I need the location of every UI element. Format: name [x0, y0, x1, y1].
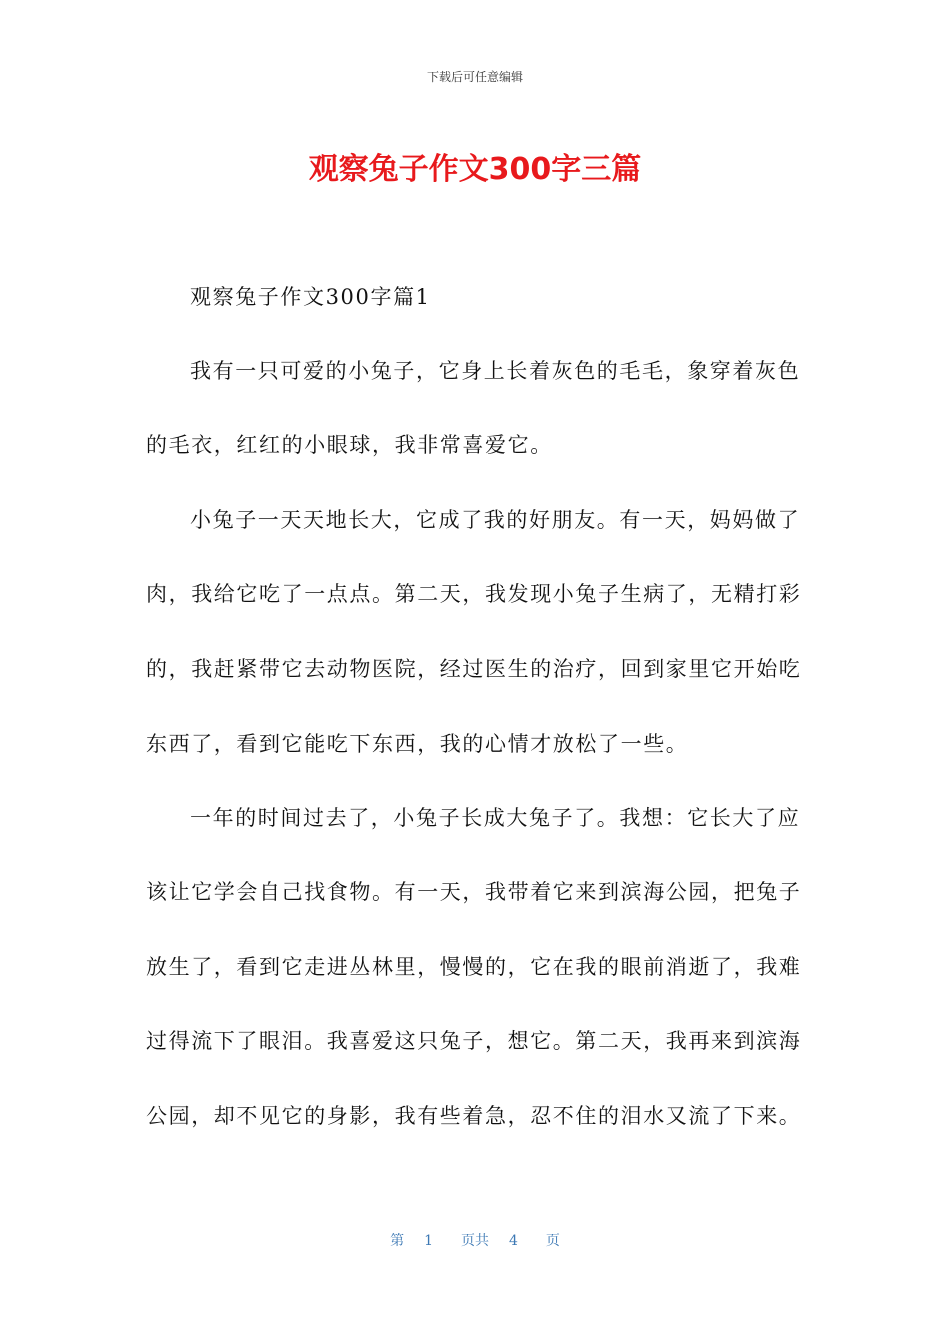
paragraph-line: 放生了，看到它走进丛林里，慢慢的，它在我的眼前消逝了，我难: [146, 955, 802, 979]
paragraph-line: 一年的时间过去了，小兔子长成大兔子了。我想：它长大了应: [190, 806, 801, 830]
paragraph-line: 东西了，看到它能吃下东西，我的心情才放松了一些。: [146, 732, 689, 756]
paragraph-line: 公园，却不见它的身影，我有些着急，忍不住的泪水又流了下来。: [146, 1104, 802, 1128]
footer-page-total: 4: [509, 1233, 518, 1249]
paragraph-line: 过得流下了眼泪。我喜爱这只兔子，想它。第二天，我再来到滨海: [146, 1029, 802, 1053]
paragraph-line: 该让它学会自己找食物。有一天，我带着它来到滨海公园，把兔子: [146, 880, 802, 904]
paragraph-line: 的毛衣，红红的小眼球，我非常喜爱它。: [146, 433, 553, 457]
paragraph-line: 的，我赶紧带它去动物医院，经过医生的治疗，回到家里它开始吃: [146, 657, 802, 681]
footer-page-prefix: 第: [390, 1233, 405, 1249]
header-note: 下载后可任意编辑: [426, 70, 523, 84]
footer-page-suffix: 页: [545, 1233, 560, 1249]
paragraph-line: 肉，我给它吃了一点点。第二天，我发现小兔子生病了，无精打彩: [146, 582, 802, 606]
paragraph-line: 我有一只可爱的小兔子，它身上长着灰色的毛毛，象穿着灰色: [190, 359, 801, 383]
footer-page-middle: 页共: [461, 1233, 489, 1249]
section-heading: 观察兔子作文300字篇1: [190, 285, 431, 309]
page-footer: [0, 1230, 950, 1250]
footer-page-current: 1: [424, 1233, 433, 1249]
paragraph-line: 小兔子一天天地长大，它成了我的好朋友。有一天，妈妈做了: [190, 508, 801, 532]
document-title: 观察兔子作文300字三篇: [308, 152, 642, 187]
